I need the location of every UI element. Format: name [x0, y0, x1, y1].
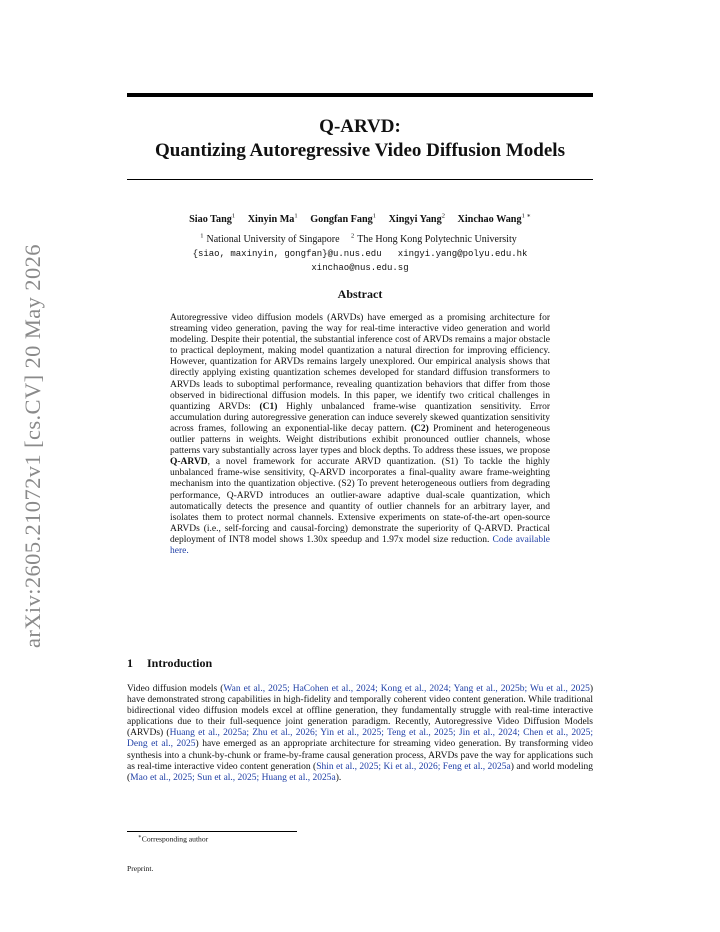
abstract-body: Autoregressive video diffusion models (ARVDs) have emerged as a promising architecture for streaming video generation, paving the way for real-time interactive video generation and world modeling. Despite their potential, the substantial inference cost of ARVDs remains a major obstacle to practical deployment, making model quantization a natural direction for improving efficiency. However, quantization for ARVDs remains largely unexplored. Our empirical analysis shows that directly applying existing quantization schemes developed for standard diffusion transformers to ARVDs leads to suboptimal performance, revealing quantization behaviors that differ from those observed in bidirectional diffusion models. In this paper, we identify two critical challenges in quantizing ARVDs: (C1) Highly unbalanced frame-wise quantization sensitivity. Error accumulation during autoregressive generation can induce severely skewed quantization sensitivity across frames, following an exponential-like decay pattern. (C2) Prominent and heterogeneous outlier patterns in weights. Weight distributions exhibit pronounced outlier channels, whose patterns vary substantially across layer types and block depths. To address these issues, we propose Q-ARVD, a novel framework for accurate ARVD quantization. (S1) To tackle the highly unbalanced frame-wise sensitivity, Q-ARVD incorporates a final-quality aware frame-weighting mechanism into the quantization objective. (S2) To prevent heterogeneous outliers from degrading performance, Q-ARVD introduces an outlier-aware adaptive dual-scale quantization, which automatically detects the presence and quantity of outlier channels for an arbitrary layer, and isolates them to protect normal channels. Extensive experiments on state-of-the-art open-source ARVDs (i.e., self-forcing and causal-forcing) demonstrate the superiority of Q-ARVD. Practical deployment of INT8 model shows 1.30x speedup and 1.97x model size reduction. Code available here. — [170, 313, 551, 556]
citation-link[interactable]: Huang et al., 2025a; Zhu et al., 2026; Yin et al., 2025; Teng et al., 2025; Jin et al., 2024; Chen et al., 2025; Deng et al., 2025 — [127, 728, 593, 750]
method-name: Q-ARVD — [170, 457, 208, 468]
title-bottom-rule — [127, 179, 593, 180]
affiliation: $^2$ The Hong Kong Polytechnic University — [351, 233, 517, 246]
author: Xingyi Yang$^2$ — [388, 213, 445, 226]
email-line: {siao, maxinyin, gongfan}@u.nus.edu xingyi.yang@polyu.edu.hk — [192, 249, 528, 259]
abstract-heading: Abstract — [337, 287, 383, 301]
title-top-rule — [127, 93, 593, 97]
author: Xinyin Ma$^1$ — [247, 213, 298, 226]
challenge-label: (C2) — [410, 423, 429, 434]
challenge-label: (C1) — [259, 401, 278, 412]
email-line: xinchao@nus.edu.sg — [311, 263, 409, 273]
citation-link[interactable]: Wan et al., 2025; HaCohen et al., 2024; Kong et al., 2024; Yang et al., 2025b; Wu et al., 2025 — [223, 684, 590, 694]
citation-link[interactable]: Mao et al., 2025; Sun et al., 2025; Huang et al., 2025a — [130, 772, 336, 783]
arxiv-identifier: arXiv:2605.21072v1 [cs.CV] 20 May 2026 — [20, 244, 45, 648]
introduction-paragraph: Video diffusion models (Wan et al., 2025; HaCohen et al., 2024; Kong et al., 2024; Yang et al., 2025b; Wu et al., 2025) have demonstrated strong capabilities in high-fidelity and temporally coherent video content generation. While traditional bidirectional video diffusion models excel at offline generation, they fundamentally struggle with real-time interactive applications due to their full-sequence joint generation paradigm. Recently, Autoregressive Video Diffusion Models (ARVDs) (Huang et al., 2025a; Zhu et al., 2026; Yin et al., 2025; Teng et al., 2025; Jin et al., 2024; Chen et al., 2025; Deng et al., 2025) have emerged as an appropriate architecture for streaming video generation. By transforming video synthesis into a chunk-by-chunk or frame-by-frame causal generation process, ARVDs pave the way for applications such as real-time interactive video content generation (Shin et al., 2025; Ki et al., 2026; Feng et al., 2025a) and world modeling (Mao et al., 2025; Sun et al., 2025; Huang et al., 2025a). — [127, 684, 594, 783]
section-heading — [127, 656, 212, 671]
footnote-rule — [127, 831, 297, 832]
preprint-label: Preprint. — [127, 864, 154, 873]
author: Xinchao Wang$^{1 ∗}$ — [457, 213, 531, 226]
author-emails — [127, 247, 593, 275]
paper-title-line2: Quantizing Autoregressive Video Diffusion Models — [155, 140, 565, 161]
author: Gongfan Fang$^1$ — [310, 213, 377, 226]
footnote: ∗Corresponding author — [138, 834, 209, 844]
affiliations — [127, 230, 593, 246]
author: Siao Tang$^1$ — [189, 213, 236, 226]
section-title: Introduction — [147, 656, 213, 670]
citation-link[interactable]: Shin et al., 2025; Ki et al., 2026; Feng et al., 2025a — [316, 761, 511, 772]
paper-title-line1: Q-ARVD: — [319, 116, 401, 137]
section-number: 1 — [127, 656, 133, 670]
affiliation: $^1$ National University of Singapore — [200, 233, 340, 246]
author-list — [127, 210, 593, 226]
code-link[interactable]: Code available here. — [170, 534, 550, 556]
